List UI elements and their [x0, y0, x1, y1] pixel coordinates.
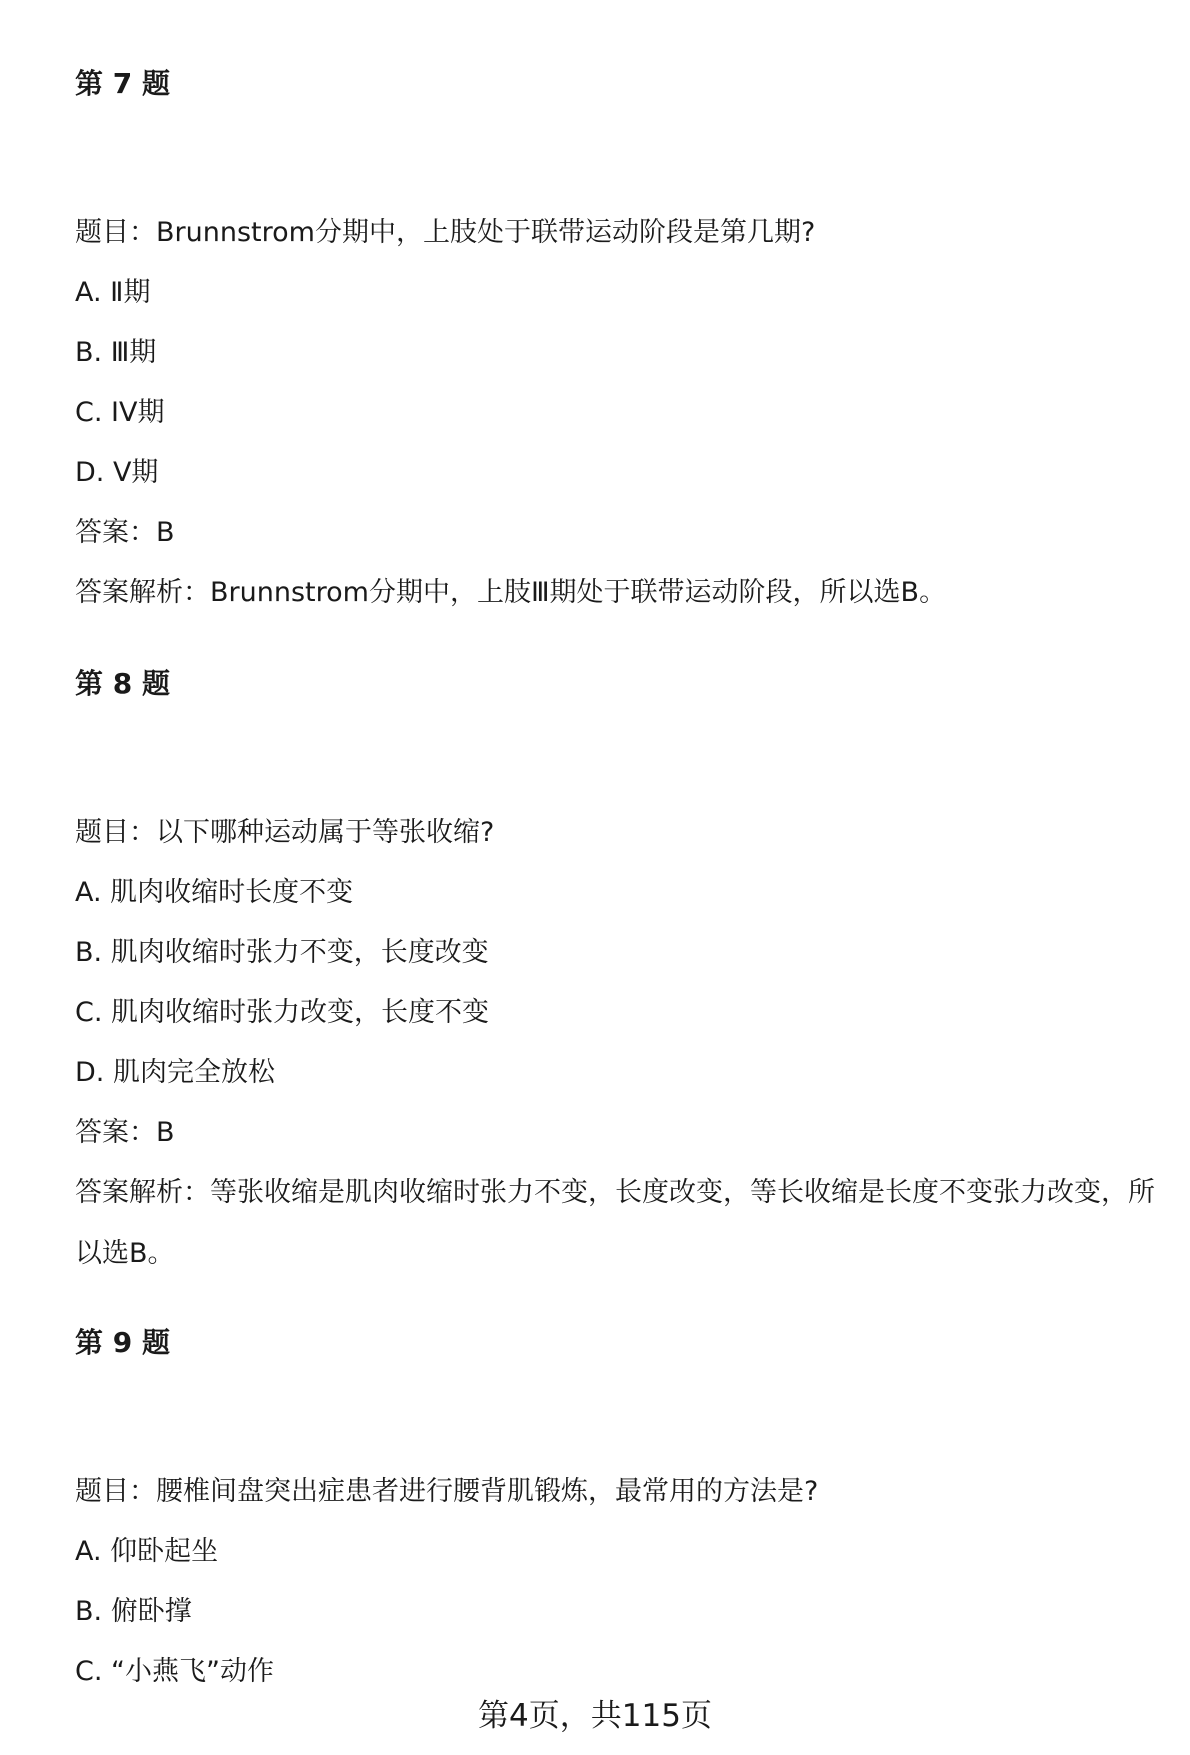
question-7-prompt: 题目：Brunnstrom分期中，上肢处于联带运动阶段是第几期? [75, 217, 816, 248]
question-8-option-a: A. 肌肉收缩时长度不变 [75, 877, 354, 908]
question-7-option-b: B. Ⅲ期 [75, 337, 157, 368]
question-7-option-d: D. Ⅴ期 [75, 457, 159, 488]
question-9-prompt: 题目：腰椎间盘突出症患者进行腰背肌锻炼，最常用的方法是? [75, 1476, 819, 1507]
question-8-option-c: C. 肌肉收缩时张力改变，长度不变 [75, 997, 490, 1028]
question-9-heading: 第 9 题 [75, 1326, 170, 1359]
question-8-analysis: 答案解析：等张收缩是肌肉收缩时张力不变，长度改变，等长收缩是长度不变张力改变，所以选B。 [75, 1177, 1155, 1269]
question-8-answer: 答案：B [75, 1117, 175, 1148]
page-footer: 第4页，共115页 [478, 1698, 712, 1734]
question-7-answer: 答案：B [75, 517, 175, 548]
question-9-option-c: C. “小燕飞”动作 [75, 1656, 274, 1687]
question-9-option-b: B. 俯卧撑 [75, 1596, 192, 1627]
question-8-option-d: D. 肌肉完全放松 [75, 1057, 275, 1088]
question-8-option-b: B. 肌肉收缩时张力不变，长度改变 [75, 937, 489, 968]
question-8-heading: 第 8 题 [75, 667, 170, 700]
question-7-option-c: C. IV期 [75, 397, 165, 428]
question-7-analysis: 答案解析：Brunnstrom分期中，上肢Ⅲ期处于联带运动阶段，所以选B。 [75, 577, 947, 608]
question-7-heading: 第 7 题 [75, 67, 170, 100]
question-8-prompt: 题目：以下哪种运动属于等张收缩? [75, 817, 495, 848]
question-9-option-a: A. 仰卧起坐 [75, 1536, 219, 1567]
question-7-option-a: A. Ⅱ期 [75, 277, 151, 308]
